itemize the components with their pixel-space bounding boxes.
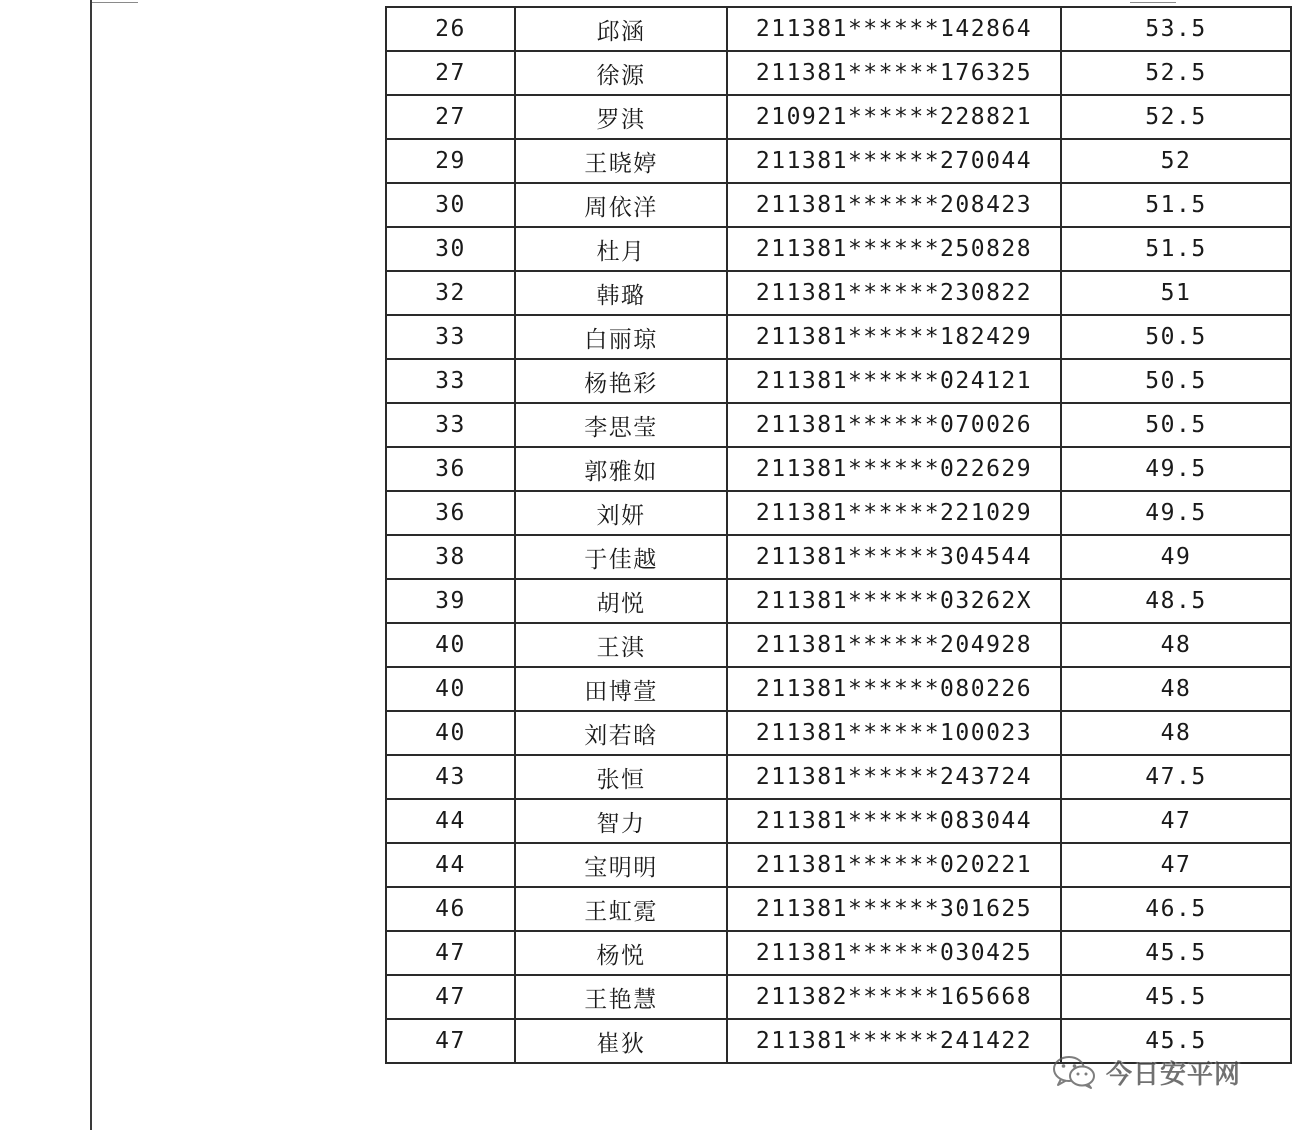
id-number-cell: 211381******304544 <box>727 535 1061 579</box>
rank-cell: 33 <box>386 359 515 403</box>
table-row <box>386 139 1291 183</box>
rank-cell: 32 <box>386 271 515 315</box>
name-cell: 邱涵 <box>515 7 727 51</box>
rank-cell: 36 <box>386 447 515 491</box>
id-number-cell: 211381******083044 <box>727 799 1061 843</box>
watermark-text: 今日安平网 <box>1106 1059 1242 1090</box>
score-cell: 48 <box>1061 623 1291 667</box>
score-cell: 47.5 <box>1061 755 1291 799</box>
id-number-cell: 211381******03262X <box>727 579 1061 623</box>
rank-cell: 30 <box>386 183 515 227</box>
score-cell: 51.5 <box>1061 183 1291 227</box>
rank-cell: 29 <box>386 139 515 183</box>
id-number-cell: 211382******165668 <box>727 975 1061 1019</box>
id-number-cell: 211381******030425 <box>727 931 1061 975</box>
score-cell: 51.5 <box>1061 227 1291 271</box>
id-number-cell: 211381******250828 <box>727 227 1061 271</box>
score-cell: 52.5 <box>1061 51 1291 95</box>
rank-cell: 30 <box>386 227 515 271</box>
table-row <box>386 843 1291 887</box>
name-cell: 李思莹 <box>515 403 727 447</box>
id-number-cell: 211381******243724 <box>727 755 1061 799</box>
name-cell: 杨悦 <box>515 931 727 975</box>
page-corner-mark <box>92 2 138 3</box>
score-cell: 45.5 <box>1061 975 1291 1019</box>
name-cell: 徐源 <box>515 51 727 95</box>
rank-cell: 39 <box>386 579 515 623</box>
id-number-cell: 211381******208423 <box>727 183 1061 227</box>
score-cell: 49.5 <box>1061 447 1291 491</box>
name-cell: 张恒 <box>515 755 727 799</box>
id-number-cell: 211381******301625 <box>727 887 1061 931</box>
id-number-cell: 211381******182429 <box>727 315 1061 359</box>
id-number-cell: 211381******176325 <box>727 51 1061 95</box>
table-row <box>386 95 1291 139</box>
id-number-cell: 211381******241422 <box>727 1019 1061 1063</box>
table-row <box>386 403 1291 447</box>
id-number-cell: 211381******270044 <box>727 139 1061 183</box>
score-cell: 45.5 <box>1061 931 1291 975</box>
table-row <box>386 623 1291 667</box>
name-cell: 刘若晗 <box>515 711 727 755</box>
table-row <box>386 755 1291 799</box>
table-row <box>386 51 1291 95</box>
id-number-cell: 211381******100023 <box>727 711 1061 755</box>
id-number-cell: 210921******228821 <box>727 95 1061 139</box>
table-row <box>386 227 1291 271</box>
score-cell: 52 <box>1061 139 1291 183</box>
name-cell: 郭雅如 <box>515 447 727 491</box>
rank-cell: 27 <box>386 95 515 139</box>
name-cell: 王艳慧 <box>515 975 727 1019</box>
name-cell: 杨艳彩 <box>515 359 727 403</box>
score-table-container <box>385 6 1292 1064</box>
table-row <box>386 931 1291 975</box>
name-cell: 刘妍 <box>515 491 727 535</box>
name-cell: 王虹霓 <box>515 887 727 931</box>
name-cell: 韩璐 <box>515 271 727 315</box>
score-cell: 49.5 <box>1061 491 1291 535</box>
rank-cell: 47 <box>386 975 515 1019</box>
table-row <box>386 491 1291 535</box>
score-cell: 48 <box>1061 711 1291 755</box>
rank-cell: 44 <box>386 843 515 887</box>
name-cell: 崔狄 <box>515 1019 727 1063</box>
score-cell: 53.5 <box>1061 7 1291 51</box>
rank-cell: 33 <box>386 403 515 447</box>
name-cell: 智力 <box>515 799 727 843</box>
rank-cell: 40 <box>386 667 515 711</box>
table-row <box>386 579 1291 623</box>
rank-cell: 44 <box>386 799 515 843</box>
table-row <box>386 183 1291 227</box>
rank-cell: 38 <box>386 535 515 579</box>
score-cell: 52.5 <box>1061 95 1291 139</box>
score-cell: 50.5 <box>1061 403 1291 447</box>
page-left-border <box>90 0 92 1130</box>
name-cell: 周依洋 <box>515 183 727 227</box>
rank-cell: 43 <box>386 755 515 799</box>
table-row <box>386 315 1291 359</box>
rank-cell: 33 <box>386 315 515 359</box>
table-row <box>386 447 1291 491</box>
name-cell: 王淇 <box>515 623 727 667</box>
score-table <box>385 6 1292 1064</box>
id-number-cell: 211381******221029 <box>727 491 1061 535</box>
table-row <box>386 271 1291 315</box>
id-number-cell: 211381******070026 <box>727 403 1061 447</box>
rank-cell: 47 <box>386 1019 515 1063</box>
score-cell: 47 <box>1061 843 1291 887</box>
table-row <box>386 667 1291 711</box>
table-row <box>386 7 1291 51</box>
id-number-cell: 211381******080226 <box>727 667 1061 711</box>
name-cell: 宝明明 <box>515 843 727 887</box>
name-cell: 于佳越 <box>515 535 727 579</box>
table-row <box>386 799 1291 843</box>
watermark <box>1052 1052 1241 1092</box>
name-cell: 白丽琼 <box>515 315 727 359</box>
table-row <box>386 975 1291 1019</box>
table-row <box>386 711 1291 755</box>
score-cell: 48.5 <box>1061 579 1291 623</box>
wechat-icon <box>1052 1055 1096 1089</box>
score-cell: 48 <box>1061 667 1291 711</box>
table-row <box>386 887 1291 931</box>
score-cell: 47 <box>1061 799 1291 843</box>
name-cell: 胡悦 <box>515 579 727 623</box>
rank-cell: 26 <box>386 7 515 51</box>
name-cell: 田博萱 <box>515 667 727 711</box>
score-cell: 45.5 <box>1061 1019 1291 1063</box>
rank-cell: 46 <box>386 887 515 931</box>
name-cell: 杜月 <box>515 227 727 271</box>
rank-cell: 36 <box>386 491 515 535</box>
id-number-cell: 211381******142864 <box>727 7 1061 51</box>
id-number-cell: 211381******024121 <box>727 359 1061 403</box>
id-number-cell: 211381******204928 <box>727 623 1061 667</box>
score-cell: 50.5 <box>1061 315 1291 359</box>
rank-cell: 40 <box>386 623 515 667</box>
id-number-cell: 211381******230822 <box>727 271 1061 315</box>
score-cell: 46.5 <box>1061 887 1291 931</box>
score-cell: 50.5 <box>1061 359 1291 403</box>
table-row <box>386 535 1291 579</box>
id-number-cell: 211381******022629 <box>727 447 1061 491</box>
score-table-body <box>386 7 1291 1063</box>
rank-cell: 27 <box>386 51 515 95</box>
id-number-cell: 211381******020221 <box>727 843 1061 887</box>
name-cell: 王晓婷 <box>515 139 727 183</box>
score-cell: 49 <box>1061 535 1291 579</box>
page-corner-mark <box>1130 2 1176 3</box>
rank-cell: 40 <box>386 711 515 755</box>
score-cell: 51 <box>1061 271 1291 315</box>
rank-cell: 47 <box>386 931 515 975</box>
name-cell: 罗淇 <box>515 95 727 139</box>
table-row <box>386 359 1291 403</box>
